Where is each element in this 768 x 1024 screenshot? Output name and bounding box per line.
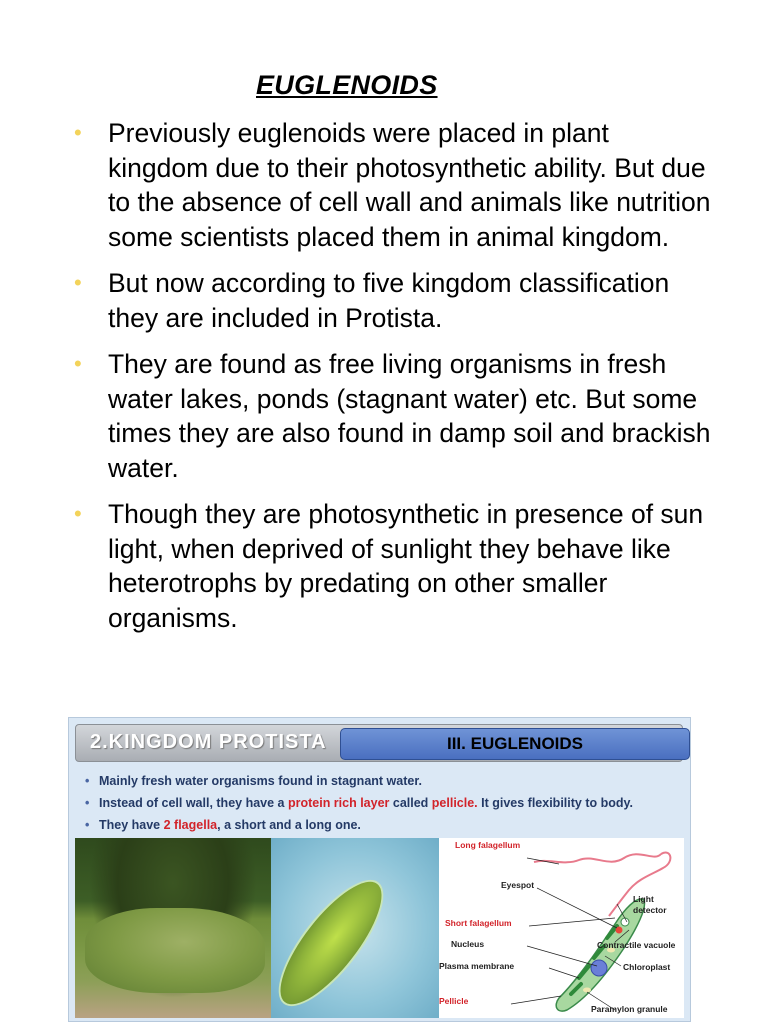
slide-points [83, 770, 633, 836]
euglena-diagram-graphic [439, 838, 684, 1018]
label-contractile-vacuole: Contractile vacuole [597, 940, 676, 950]
label-short-flagellum: Short falagellum [445, 918, 512, 928]
label-light-detector-2: detector [633, 905, 667, 915]
slide-point: • They have 2 flagella, a short and a long one. [83, 814, 633, 836]
bullet-text: Though they are photosynthetic in presence of sun light, when deprived of sunlight they behave like heterotrophs by predating on other smaller organisms. [108, 499, 704, 633]
list-item [72, 116, 712, 254]
slide-point: • Mainly fresh water organisms found in stagnant water. [83, 770, 633, 792]
label-long-flagellum: Long falagellum [455, 840, 521, 850]
label-pellicle: Pellicle [439, 996, 469, 1006]
slide-header [75, 724, 683, 762]
label-paramylon-granule: Paramylon granule [591, 1004, 668, 1014]
bullet-text: They are found as free living organisms in fresh water lakes, ponds (stagnant water) etc. But some times they are also found in damp soil and brackish water. [108, 349, 711, 483]
bullet-icon: • [74, 120, 82, 145]
bullet-text: But now according to five kingdom classification they are included in Protista. [108, 268, 670, 333]
slide-point: • Instead of cell wall, they have a protein rich layer called pellicle. It gives flexibility to body. [83, 792, 633, 814]
label-chloroplast: Chloroplast [623, 962, 671, 972]
label-eyespot: Eyespot [501, 880, 535, 890]
list-item [72, 347, 712, 485]
euglena-diagram [439, 838, 684, 1018]
euglena-micrograph [271, 838, 439, 1018]
slide-header-right: III. EUGLENOIDS [340, 728, 690, 760]
pond-photo [75, 838, 271, 1018]
bullet-icon: • [74, 270, 82, 295]
label-nucleus: Nucleus [451, 939, 485, 949]
euglena-cell [262, 865, 401, 1021]
label-plasma-membrane: Plasma membrane [439, 961, 515, 971]
list-item [72, 266, 712, 335]
slide-header-left: 2.KINGDOM PROTISTA [90, 731, 327, 753]
bullet-list [72, 116, 712, 647]
bullet-icon: • [74, 351, 82, 376]
bullet-icon: • [74, 501, 82, 526]
embedded-slide [68, 717, 691, 1022]
list-item [72, 497, 712, 635]
label-light-detector-1: Light [633, 894, 654, 904]
page-title: EUGLENOIDS [256, 70, 438, 100]
pond-water [85, 908, 265, 993]
bullet-text: Previously euglenoids were placed in plant kingdom due to their photosynthetic ability. But due to the absence of cell wall and animals like nutrition some scientists placed them in animal kingdom. [108, 118, 711, 252]
